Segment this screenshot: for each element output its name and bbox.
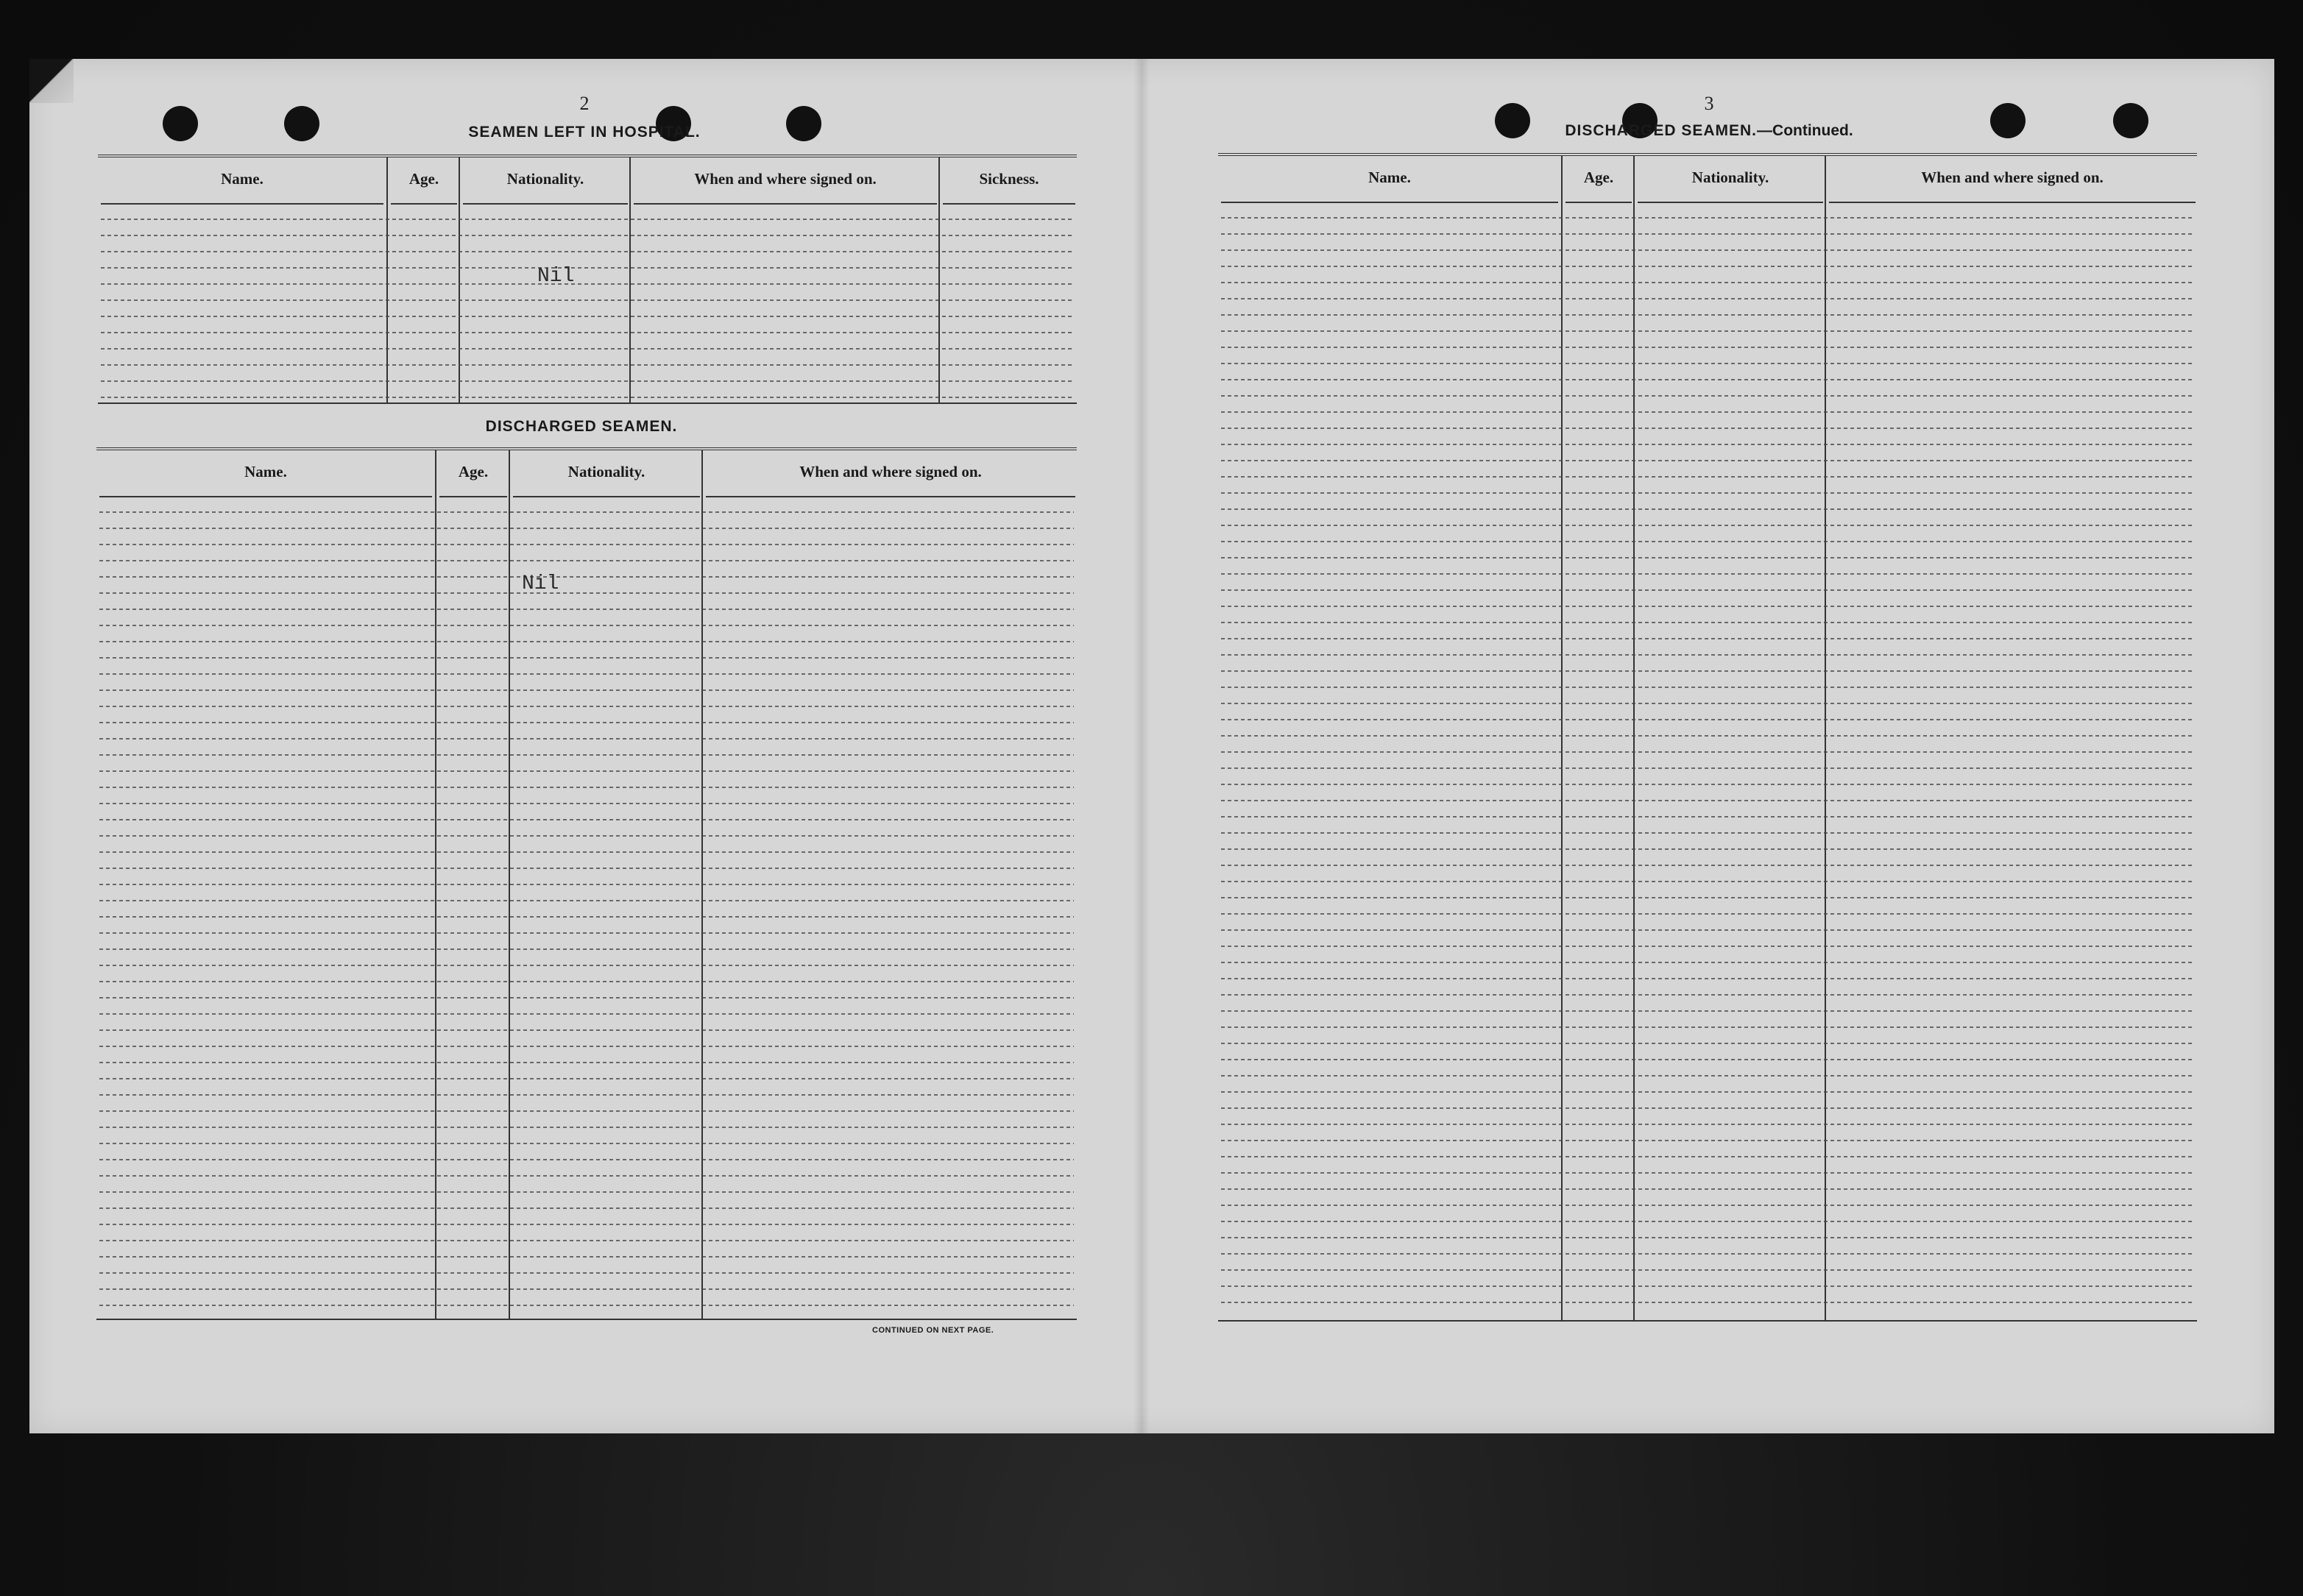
discharged-continued-title-main: DISCHARGED SEAMEN. [1565, 122, 1758, 139]
discharged-continued-title [1565, 122, 1853, 140]
punch-hole [2113, 103, 2148, 138]
discharged-continued-table [1218, 153, 2197, 1322]
column-header: Sickness. [979, 170, 1039, 188]
column-header: When and where signed on. [799, 463, 982, 480]
bleed-through-text [339, 166, 351, 203]
column-header: Name. [244, 463, 287, 480]
punch-hole [163, 106, 198, 141]
typed-entry: Nil [522, 572, 559, 595]
folded-corner [29, 59, 74, 103]
punch-hole [1495, 103, 1530, 138]
column-header: When and where signed on. [1921, 169, 2104, 186]
continued-note: CONTINUED ON NEXT PAGE. [872, 1326, 994, 1335]
column-header: Name. [221, 170, 263, 188]
row-rules [96, 450, 1077, 1319]
column-header: When and where signed on. [694, 170, 877, 188]
typed-entry: Nil [537, 265, 575, 288]
page-gutter [1133, 59, 1150, 1433]
column-header: Age. [1583, 169, 1614, 186]
discharged-table [96, 447, 1077, 1320]
column-header: Age. [408, 170, 439, 188]
discharged-continued-suffix: —Continued. [1757, 122, 1853, 139]
column-header: Nationality. [1691, 169, 1769, 186]
punch-hole [1990, 103, 2026, 138]
page-number-right: 3 [1704, 93, 1714, 114]
row-rules [98, 157, 1077, 402]
column-header: Age. [458, 463, 489, 480]
column-header: Nationality. [567, 463, 645, 480]
column-header: Name. [1368, 169, 1411, 186]
discharged-section-title: DISCHARGED SEAMEN. [485, 418, 678, 435]
row-rules [1218, 156, 2197, 1320]
punch-hole [284, 106, 319, 141]
column-header: Nationality. [506, 170, 584, 188]
punch-hole [786, 106, 821, 141]
hospital-table [98, 155, 1077, 404]
hospital-section-title: SEAMEN LEFT IN HOSPITAL. [468, 124, 701, 141]
page-number-left: 2 [579, 93, 590, 114]
